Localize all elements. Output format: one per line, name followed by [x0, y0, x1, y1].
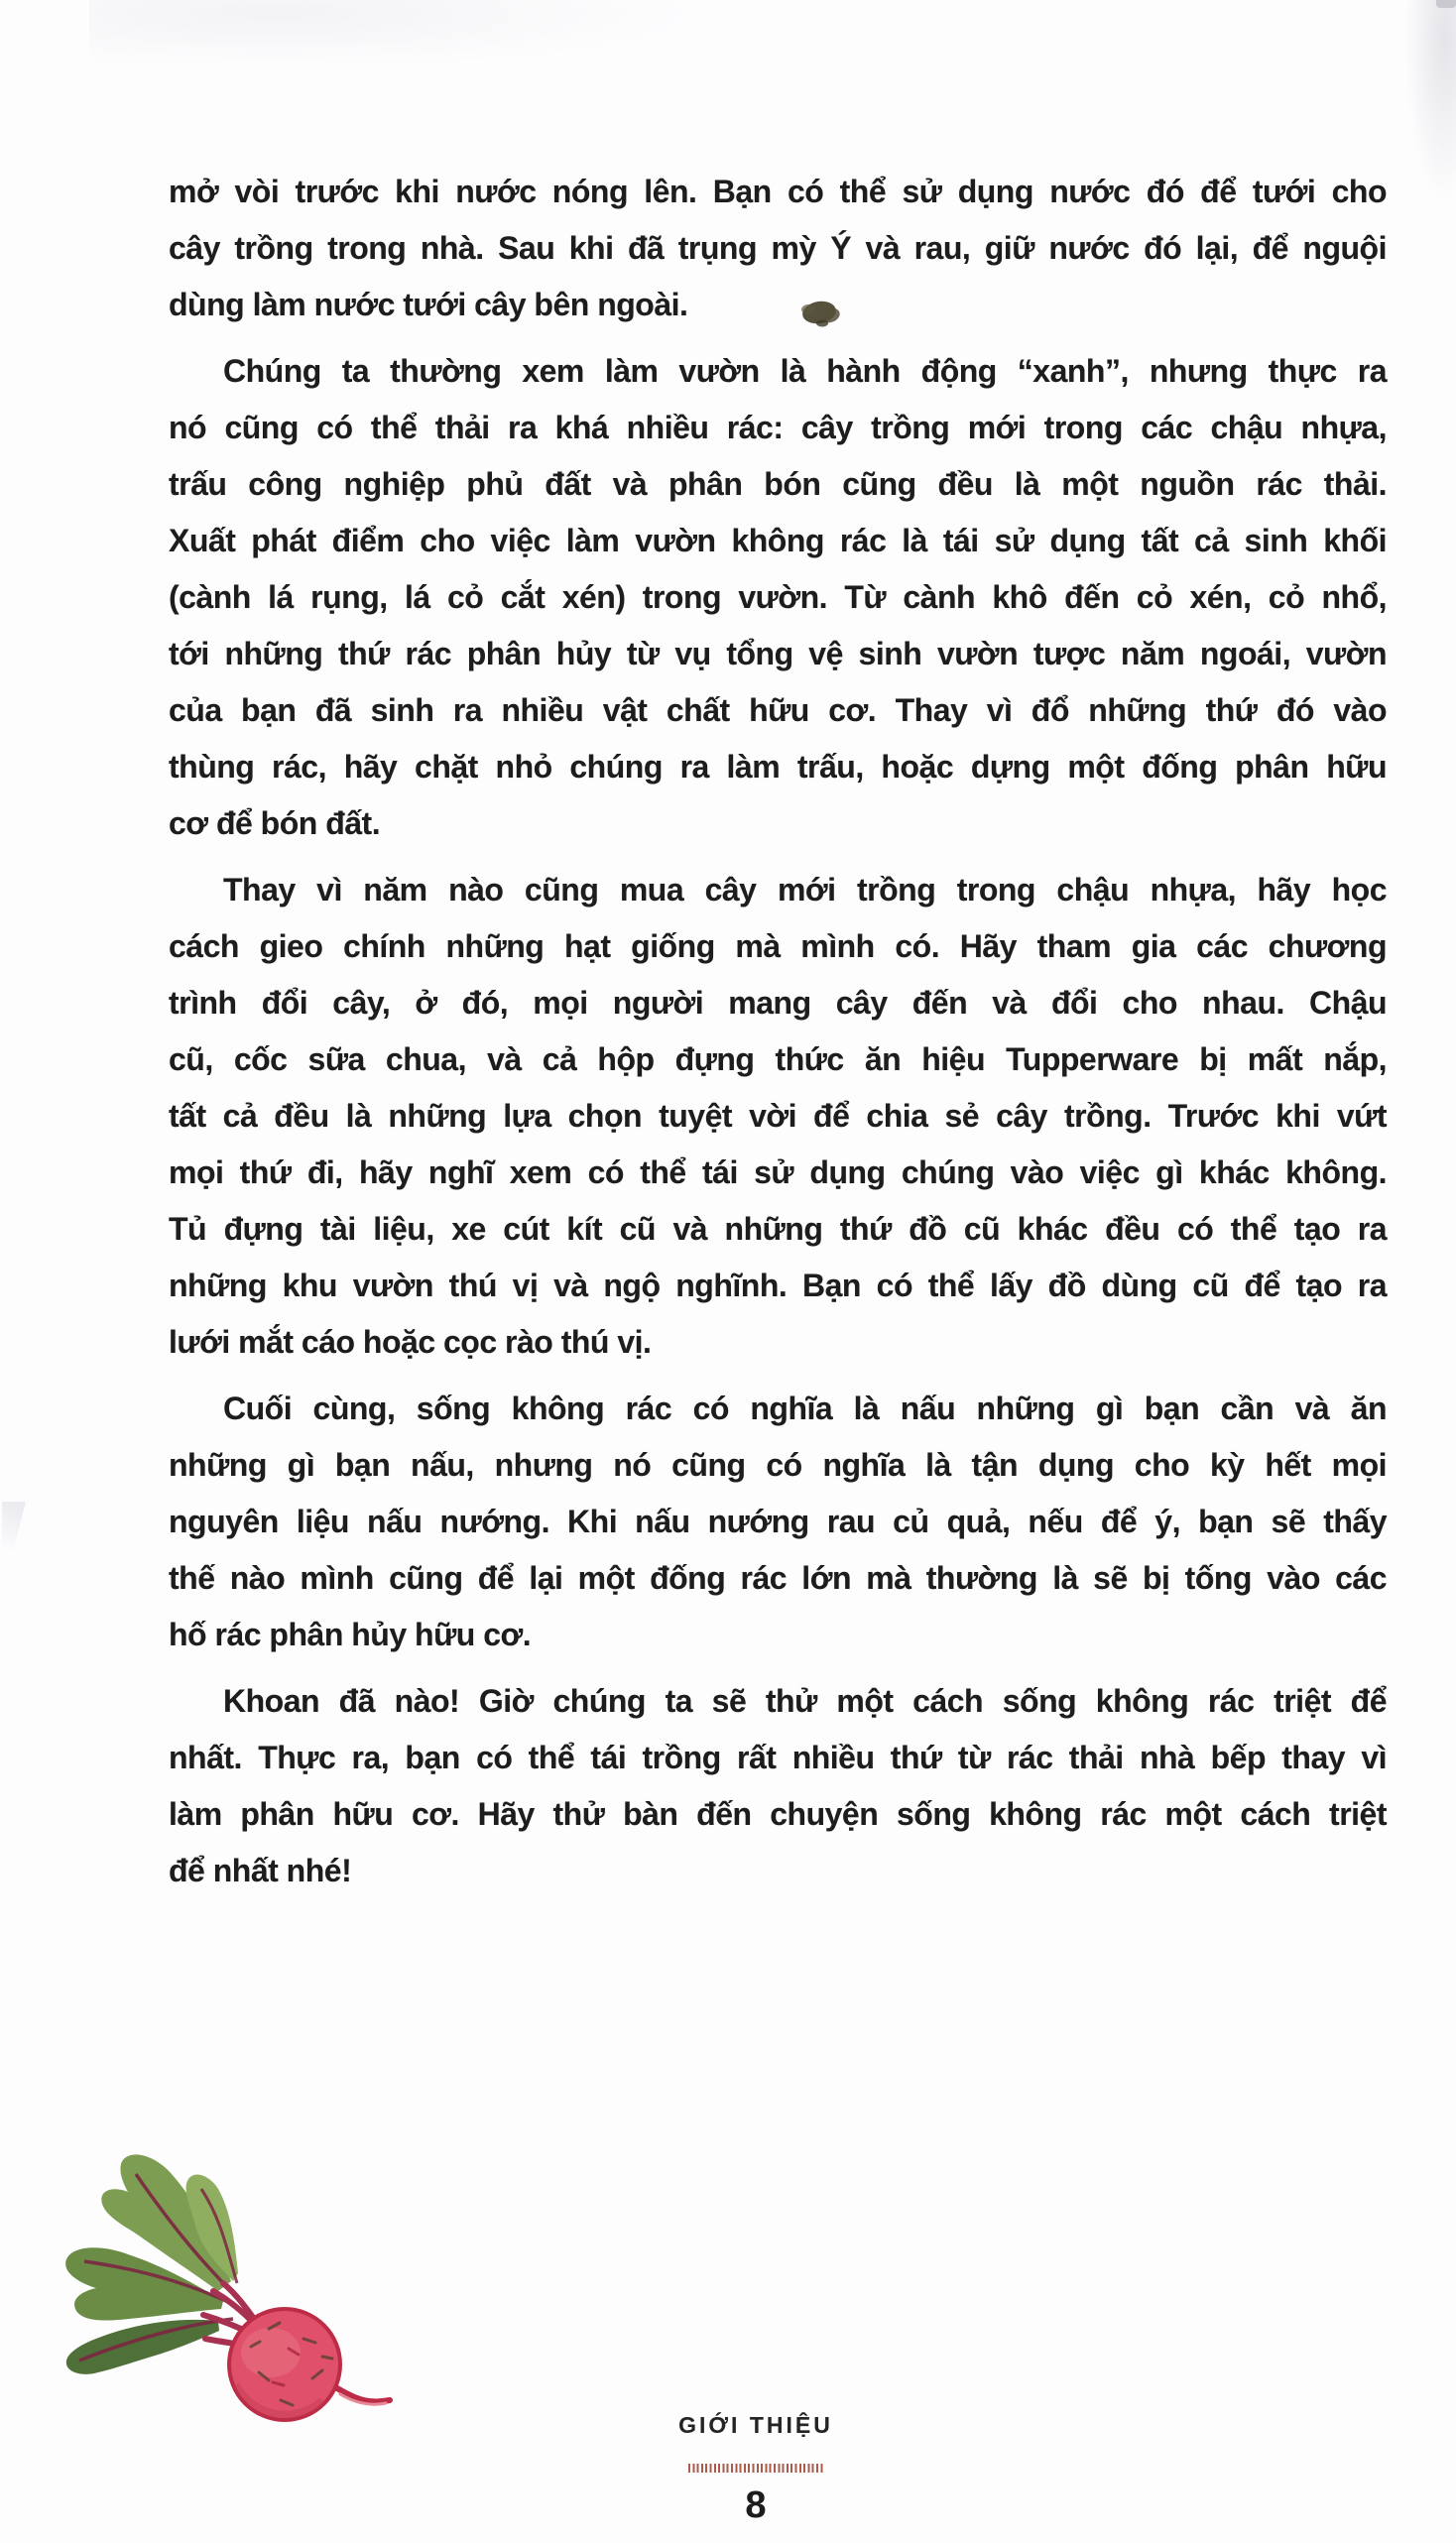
radish-tail [337, 2388, 390, 2404]
text-line: mọi thứ đi, hãy nghĩ xem có thể tái sử dụng chúng vào việc gì khác không. [169, 1154, 1387, 1190]
radish-bulb [229, 2309, 340, 2420]
paragraph [169, 1673, 1387, 1899]
text-line: mở vòi trước khi nước nóng lên. Bạn có thể sử dụng nước đó để tưới cho [169, 174, 1387, 209]
text-line: cách gieo chính những hạt giống mà mình có. Hãy tham gia các chương [169, 928, 1387, 964]
text-line: Chúng ta thường xem làm vườn là hành động “xanh”, nhưng thực ra [223, 353, 1387, 389]
text-line: dùng làm nước tưới cây bên ngoài. [169, 287, 688, 322]
text-line: những gì bạn nấu, nhưng nó cũng có nghĩa là tận dụng cho kỳ hết mọi [169, 1447, 1387, 1483]
scan-smudge-top-right [1403, 0, 1456, 208]
text-line: làm phân hữu cơ. Hãy thử bàn đến chuyện sống không rác một cách triệt [169, 1796, 1387, 1832]
scan-mark-left-edge [2, 1502, 26, 1561]
text-line: lưới mắt cáo hoặc cọc rào thú vị. [169, 1324, 652, 1360]
page-footer [0, 2410, 1456, 2525]
scan-wash [89, 0, 704, 69]
text-line: tới những thứ rác phân hủy từ vụ tổng vệ sinh vườn tược năm ngoái, vườn [169, 636, 1387, 671]
paragraph [169, 1381, 1387, 1663]
text-line: thế nào mình cũng để lại một đống rác lớn mà thường là sẽ bị tống vào các [169, 1560, 1387, 1596]
text-line: tất cả đều là những lựa chọn tuyệt vời để chia sẻ cây trồng. Trước khi vứt [169, 1098, 1387, 1134]
text-line: cũ, cốc sữa chua, và cả hộp đựng thức ăn hiệu Tupperware bị mất nắp, [169, 1041, 1387, 1077]
text-line: Cuối cùng, sống không rác có nghĩa là nấu những gì bạn cần và ăn [223, 1391, 1387, 1426]
text-line: nó cũng có thể thải ra khá nhiều rác: cây trồng mới trong các chậu nhựa, [169, 410, 1387, 445]
footer-block [678, 2410, 833, 2525]
text-line: để nhất nhé! [169, 1853, 352, 1888]
radish-illustration [25, 2134, 394, 2432]
page-number: 8 [745, 2484, 767, 2526]
text-line: của bạn đã sinh ra nhiều vật chất hữu cơ. Thay vì đổ những thứ đó vào [169, 692, 1387, 728]
ink-blot-artifact [797, 297, 843, 328]
text-line: nhất. Thực ra, bạn có thể tái trồng rất nhiều thứ từ rác thải nhà bếp thay vì [169, 1740, 1387, 1775]
text-line: trấu công nghiệp phủ đất và phân bón cũng đều là một nguồn rác thải. [169, 466, 1387, 502]
scan-corner-sliver [1436, 0, 1456, 8]
text-line: Xuất phát điểm cho việc làm vườn không rác là tái sử dụng tất cả sinh khối [169, 523, 1387, 558]
text-line: (cành lá rụng, lá cỏ cắt xén) trong vườn. Từ cành khô đến cỏ xén, cỏ nhổ, [169, 579, 1387, 615]
text-line: cơ để bón đất. [169, 805, 381, 841]
paragraph [169, 164, 1387, 333]
body-text [169, 164, 1387, 1899]
paragraph [169, 862, 1387, 1371]
text-line: Thay vì năm nào cũng mua cây mới trồng trong chậu nhựa, hãy học [223, 872, 1387, 908]
text-line: hố rác phân hủy hữu cơ. [169, 1617, 532, 1652]
text-line: cây trồng trong nhà. Sau khi đã trụng mỳ Ý và rau, giữ nước đó lại, để nguội [169, 230, 1387, 266]
paragraph [169, 343, 1387, 852]
footer-divider [688, 2464, 823, 2473]
text-line: Tủ đựng tài liệu, xe cút kít cũ và những thứ đồ cũ khác đều có thể tạo ra [169, 1211, 1387, 1247]
text-line: những khu vườn thú vị và ngộ nghĩnh. Bạn có thể lấy đồ dùng cũ để tạo ra [169, 1268, 1387, 1303]
text-line: nguyên liệu nấu nướng. Khi nấu nướng rau củ quả, nếu để ý, bạn sẽ thấy [169, 1504, 1387, 1539]
text-line: trình đổi cây, ở đó, mọi người mang cây đến và đổi cho nhau. Chậu [169, 985, 1387, 1021]
footer-section-title: GIỚI THIỆU [678, 2412, 833, 2438]
text-line: thùng rác, hãy chặt nhỏ chúng ra làm trấu, hoặc dựng một đống phân hữu [169, 749, 1387, 785]
text-line: Khoan đã nào! Giờ chúng ta sẽ thử một cách sống không rác triệt để [223, 1683, 1387, 1719]
